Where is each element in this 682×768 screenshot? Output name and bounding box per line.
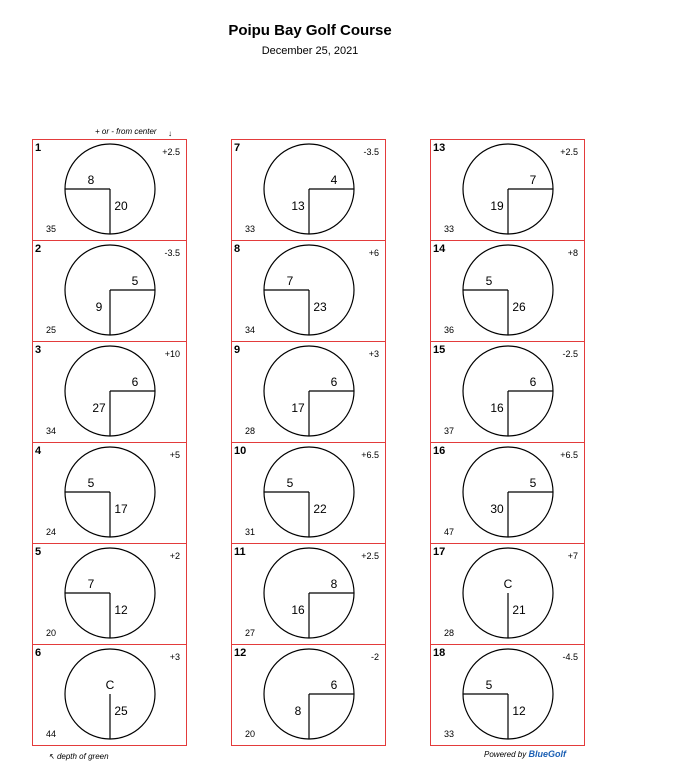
depth-distance-label: 26 <box>512 300 526 314</box>
hole-number: 15 <box>433 344 446 356</box>
center-offset: +10 <box>164 349 180 359</box>
side-distance-label: 4 <box>330 173 338 187</box>
green-depth: 34 <box>245 325 256 335</box>
depth-distance-label: 9 <box>95 300 103 314</box>
side-distance-label: 6 <box>330 375 338 389</box>
green-depth: 25 <box>46 325 57 335</box>
green-depth: 31 <box>245 527 256 537</box>
bluegolf-logo: BlueGolf <box>528 749 566 759</box>
center-offset: +3 <box>368 349 379 359</box>
center-offset: +3 <box>169 652 180 662</box>
hole-card <box>231 139 386 241</box>
powered-by <box>484 749 566 759</box>
hole-number: 4 <box>35 445 42 457</box>
green-depth: 35 <box>46 224 57 234</box>
green-depth: 28 <box>444 628 455 638</box>
depth-distance-label: 21 <box>512 603 526 617</box>
side-distance-label: 7 <box>87 577 95 591</box>
hole-number: 1 <box>35 142 42 154</box>
depth-distance-label: 13 <box>291 199 305 213</box>
depth-distance-label: 23 <box>313 300 327 314</box>
center-offset: -2 <box>370 652 379 662</box>
side-distance-label: 5 <box>286 476 294 490</box>
green-depth: 20 <box>245 729 256 739</box>
hole-card <box>231 240 386 342</box>
depth-distance-label: 25 <box>114 704 128 718</box>
center-marker: C <box>503 577 513 591</box>
side-distance-label: 5 <box>131 274 139 288</box>
hole-card <box>32 644 187 746</box>
hole-number: 2 <box>35 243 42 255</box>
hole-number: 13 <box>433 142 446 154</box>
depth-distance-label: 19 <box>490 199 504 213</box>
center-offset: +6 <box>368 248 379 258</box>
hole-card <box>32 341 187 443</box>
center-offset: +8 <box>567 248 578 258</box>
page-title: Poipu Bay Golf Course <box>228 22 392 39</box>
hole-number: 8 <box>234 243 241 255</box>
center-offset: -3.5 <box>164 248 180 258</box>
center-offset: +6.5 <box>560 450 578 460</box>
hole-number: 18 <box>433 647 446 659</box>
depth-distance-label: 12 <box>512 704 526 718</box>
depth-distance-label: 16 <box>490 401 504 415</box>
hole-card <box>430 341 585 443</box>
hole-number: 16 <box>433 445 446 457</box>
hole-card <box>430 240 585 342</box>
arrow-icon: ↖ <box>48 752 55 761</box>
hole-card <box>32 442 187 544</box>
green-depth: 37 <box>444 426 455 436</box>
center-offset: +6.5 <box>361 450 379 460</box>
hole-number: 14 <box>433 243 446 255</box>
side-distance-label: 7 <box>529 173 537 187</box>
green-depth: 28 <box>245 426 256 436</box>
hole-card <box>32 543 187 645</box>
depth-distance-label: 17 <box>114 502 128 516</box>
hole-number: 6 <box>35 647 42 659</box>
center-offset: +2.5 <box>560 147 578 157</box>
green-depth: 20 <box>46 628 57 638</box>
depth-distance-label: 17 <box>291 401 305 415</box>
green-depth: 44 <box>46 729 57 739</box>
side-distance-label: 6 <box>131 375 139 389</box>
hole-card <box>430 543 585 645</box>
hole-number: 7 <box>234 142 241 154</box>
hole-number: 10 <box>234 445 247 457</box>
center-offset: -3.5 <box>363 147 379 157</box>
hole-card <box>231 543 386 645</box>
side-distance-label: 5 <box>87 476 95 490</box>
center-offset: -2.5 <box>562 349 578 359</box>
green-depth: 27 <box>245 628 256 638</box>
depth-distance-label: 20 <box>114 199 128 213</box>
side-distance-label: 8 <box>87 173 95 187</box>
green-depth: 34 <box>46 426 57 436</box>
green-depth: 47 <box>444 527 455 537</box>
green-depth: 33 <box>444 729 455 739</box>
hole-number: 3 <box>35 344 42 356</box>
depth-distance-label: 30 <box>490 502 504 516</box>
page-date: December 25, 2021 <box>261 45 359 57</box>
depth-legend-label: depth of green <box>56 752 109 761</box>
depth-legend <box>48 752 109 761</box>
hole-card <box>430 644 585 746</box>
hole-number: 12 <box>234 647 247 659</box>
depth-distance-label: 12 <box>114 603 128 617</box>
hole-card <box>231 644 386 746</box>
depth-distance-label: 16 <box>291 603 305 617</box>
green-depth: 33 <box>245 224 256 234</box>
green-depth: 33 <box>444 224 455 234</box>
side-distance-label: 6 <box>529 375 537 389</box>
depth-distance-label: 27 <box>92 401 106 415</box>
side-distance-label: 5 <box>485 274 493 288</box>
center-marker: C <box>105 678 115 692</box>
hole-card <box>32 139 187 241</box>
side-distance-label: 7 <box>286 274 294 288</box>
side-distance-label: 5 <box>529 476 537 490</box>
green-depth: 24 <box>46 527 57 537</box>
depth-distance-label: 22 <box>313 502 327 516</box>
powered-by-label: Powered by <box>484 750 527 759</box>
hole-card <box>32 240 187 342</box>
center-offset: +2.5 <box>361 551 379 561</box>
center-offset: +7 <box>567 551 578 561</box>
side-distance-label: 8 <box>330 577 338 591</box>
hole-card <box>430 442 585 544</box>
hole-number: 5 <box>35 546 42 558</box>
hole-number: 9 <box>234 344 241 356</box>
offset-legend: + or - from center <box>95 127 157 136</box>
hole-card <box>231 442 386 544</box>
hole-number: 17 <box>433 546 446 558</box>
green-depth: 36 <box>444 325 455 335</box>
center-offset: +2.5 <box>162 147 180 157</box>
depth-distance-label: 8 <box>294 704 302 718</box>
hole-number: 11 <box>234 546 246 558</box>
arrow-down-icon: ↓ <box>168 129 172 138</box>
center-offset: +5 <box>169 450 180 460</box>
center-offset: -4.5 <box>562 652 578 662</box>
hole-card <box>430 139 585 241</box>
side-distance-label: 5 <box>485 678 493 692</box>
center-offset: +2 <box>169 551 180 561</box>
hole-card <box>231 341 386 443</box>
side-distance-label: 6 <box>330 678 338 692</box>
